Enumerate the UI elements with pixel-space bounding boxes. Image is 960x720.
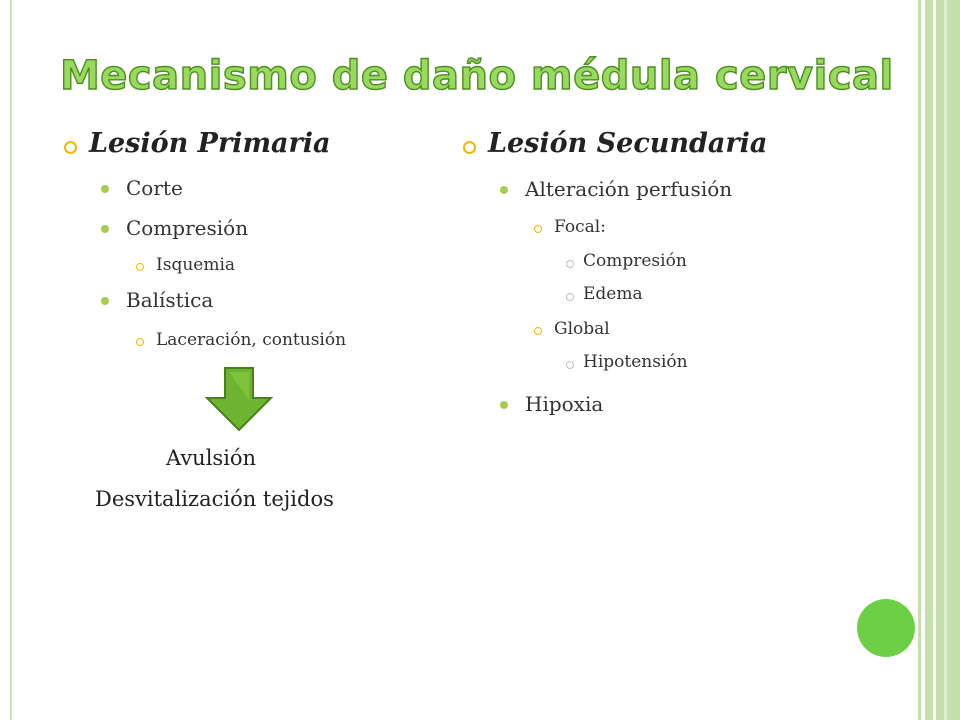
list-item: Corte <box>126 176 183 200</box>
left-heading: Lesión Primaria <box>89 128 331 159</box>
left-border-line <box>10 0 12 720</box>
ring-bullet-icon <box>64 141 77 154</box>
ring-bullet-icon <box>534 327 542 335</box>
right-stripe <box>925 0 933 720</box>
outcome-text: Desvitalización tejidos <box>95 487 334 511</box>
slide-title: Mecanismo de daño médula cervical <box>60 53 894 99</box>
list-item: Hipotensión <box>583 352 688 372</box>
list-item: Global <box>554 319 610 339</box>
dot-bullet-icon <box>500 401 508 409</box>
dot-bullet-icon <box>500 186 508 194</box>
list-item: Focal: <box>554 217 606 237</box>
list-item: Compresión <box>583 251 687 271</box>
ring-bullet-icon <box>136 338 144 346</box>
dot-bullet-icon <box>101 185 109 193</box>
ring-bullet-icon <box>136 263 144 271</box>
green-circle-decoration <box>857 599 915 657</box>
list-item: Edema <box>583 284 643 304</box>
dot-bullet-icon <box>101 297 109 305</box>
hollow-bullet-icon <box>566 260 574 268</box>
list-item: Isquemia <box>156 255 236 275</box>
right-stripe <box>936 0 960 720</box>
list-item: Balística <box>126 288 214 312</box>
list-item: Compresión <box>126 216 249 240</box>
dot-bullet-icon <box>101 225 109 233</box>
list-item: Laceración, contusión <box>156 330 347 350</box>
right-stripe <box>918 0 921 720</box>
right-stripe-highlight <box>944 0 947 720</box>
list-item: Alteración perfusión <box>525 177 733 201</box>
down-arrow-icon <box>205 366 273 432</box>
hollow-bullet-icon <box>566 293 574 301</box>
list-item: Hipoxia <box>525 392 604 416</box>
hollow-bullet-icon <box>566 361 574 369</box>
outcome-text: Avulsión <box>166 446 257 470</box>
ring-bullet-icon <box>534 225 542 233</box>
ring-bullet-icon <box>463 141 476 154</box>
right-heading: Lesión Secundaria <box>488 128 768 159</box>
